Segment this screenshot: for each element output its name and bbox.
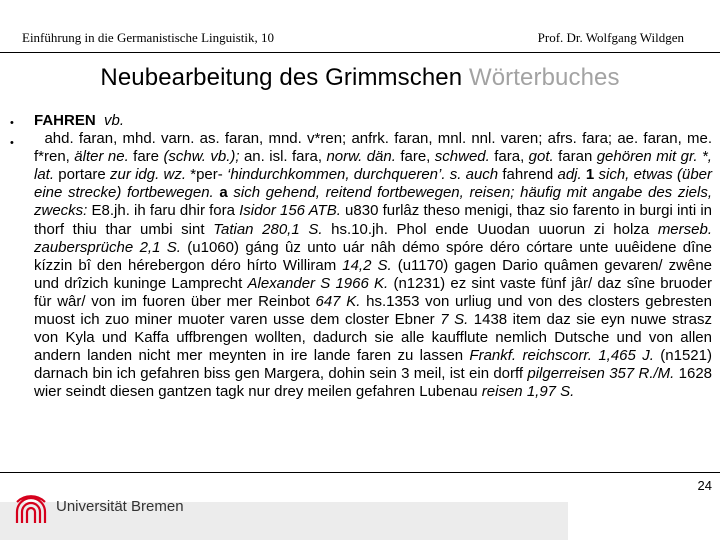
entry-text: fara, bbox=[489, 148, 529, 166]
slide-title-highlight: Wörterbuches bbox=[468, 64, 620, 91]
entry-text: (n1231) ez sint vaste fünf jâr/ daz sîne bruoder für wâr/ von im fuoren über mer Reinbot bbox=[34, 274, 713, 310]
entry-source: Tatian 280,1 S. bbox=[213, 220, 323, 238]
page-number: 24 bbox=[697, 478, 712, 493]
entry-source: Alexander S 1966 K. bbox=[247, 274, 389, 292]
entry-source: reisen 1,97 S. bbox=[481, 383, 575, 401]
bullet-column bbox=[10, 113, 14, 153]
entry-text: norw. dän. bbox=[326, 148, 396, 166]
entry-text: hs.10.jh. Phol ende Uuodan uuorun zi holza bbox=[322, 220, 658, 238]
entry-text: adj. bbox=[557, 166, 582, 184]
entry-headword-line bbox=[34, 112, 712, 130]
entry-text: u830 furlâz theso menigi, thaz sio farento in burgi inti in thorf thiu thar umbi sint bbox=[34, 202, 713, 238]
entry-source: merseb. zaubersprüche 2,1 S. bbox=[34, 220, 712, 256]
entry-text: zur idg. wz. bbox=[110, 166, 186, 184]
entry-text: faran bbox=[553, 148, 597, 166]
footer-rule bbox=[0, 472, 720, 473]
bullet-2: • bbox=[10, 137, 14, 149]
university-name: Universität Bremen bbox=[56, 498, 184, 515]
header-course-title: Einführung in die Germanistische Linguistik, 10 bbox=[22, 30, 275, 45]
bullet-1: • bbox=[10, 117, 14, 129]
entry-text: portare bbox=[54, 166, 111, 184]
slide-title-main: Neubearbeitung des Grimmschen bbox=[100, 64, 463, 91]
entry-text: got. bbox=[528, 148, 554, 166]
header-author: Prof. Dr. Wolfgang Wildgen bbox=[537, 30, 684, 45]
university-logo-icon bbox=[14, 490, 48, 526]
entry-text: E8.jh. ih faru dhir fora bbox=[87, 202, 240, 220]
entry-text: fare, bbox=[395, 148, 435, 166]
entry-sense-number: 1 bbox=[581, 166, 599, 184]
entry-text: hs.1353 von urliug und von des closters gebresten muost ich zuo miner muoter varen usse dem closter Ebner bbox=[34, 292, 712, 329]
dictionary-entry bbox=[34, 112, 712, 402]
header-rule bbox=[0, 52, 720, 53]
entry-text: (n1521) darnach bin ich gefahren biss gen Margera, dohin sein 3 meil, ist ein dorff bbox=[34, 347, 712, 383]
entry-source: Isidor 156 ATB. bbox=[239, 202, 341, 220]
entry-text: sich, etwas (über eine strecke) fortbewegen. bbox=[34, 166, 713, 202]
entry-source: 14,2 S. bbox=[342, 256, 392, 274]
entry-pos: vb. bbox=[104, 112, 125, 129]
entry-text: (schw. vb.); bbox=[163, 148, 240, 166]
entry-text: fare bbox=[128, 148, 164, 166]
entry-source: Frankf. reichscorr. 1,465 J. bbox=[469, 347, 654, 365]
entry-lemma: FAHREN bbox=[34, 112, 96, 129]
entry-text: *per- bbox=[186, 166, 227, 184]
entry-text: (u1060) gáng ûz unto uár nâh démo spóre déro córtare unte uuêidene dîne kízzin bî den hérebergon déro hírto Williram bbox=[34, 238, 713, 274]
entry-text: schwed. bbox=[434, 148, 490, 166]
entry-text: fahrend bbox=[498, 166, 558, 184]
entry-text: 1438 item daz sie eyn nuwe strasz von Kyla und Kaffa uffbrengen wollten, dadurch sie alle kaufflute nemlich Dutsche und von allen andern landen nicht mer meynten in ire lande faren zu lassen bbox=[34, 311, 713, 365]
entry-source: 7 S. bbox=[440, 311, 469, 329]
slide-title bbox=[0, 64, 720, 92]
entry-text: ahd. faran, mhd. varn. as. faran, mnd. v*ren; anfrk. faran, mnl. nnl. varen; afrs. fara; ae. faran, me. f*ren, bbox=[34, 130, 712, 166]
entry-text: sich gehend, reitend fortbewegen, reisen; häufig mit angabe des ziels, zwecks: bbox=[34, 184, 712, 220]
entry-source: 647 K. bbox=[315, 292, 361, 310]
entry-source: pilgerreisen 357 R./M. bbox=[527, 365, 675, 383]
entry-text: 1628 wier seindt diesen gantzen tagk nur drey meilen gefahren Lubenau bbox=[34, 365, 712, 401]
entry-text: älter ne. bbox=[74, 148, 129, 166]
entry-text: an. isl. fara, bbox=[239, 148, 327, 166]
entry-text: (u1170) gagen Dario quâmen gevaren/ zwêne und drîzich kuninge Lamprecht bbox=[34, 256, 712, 292]
entry-body bbox=[34, 130, 712, 401]
entry-text: ‘hindurchkommen, durchqueren’. s. auch bbox=[226, 166, 499, 184]
entry-text: gehören mit gr. *, lat. bbox=[34, 148, 712, 184]
entry-sense-letter: a bbox=[213, 184, 234, 202]
